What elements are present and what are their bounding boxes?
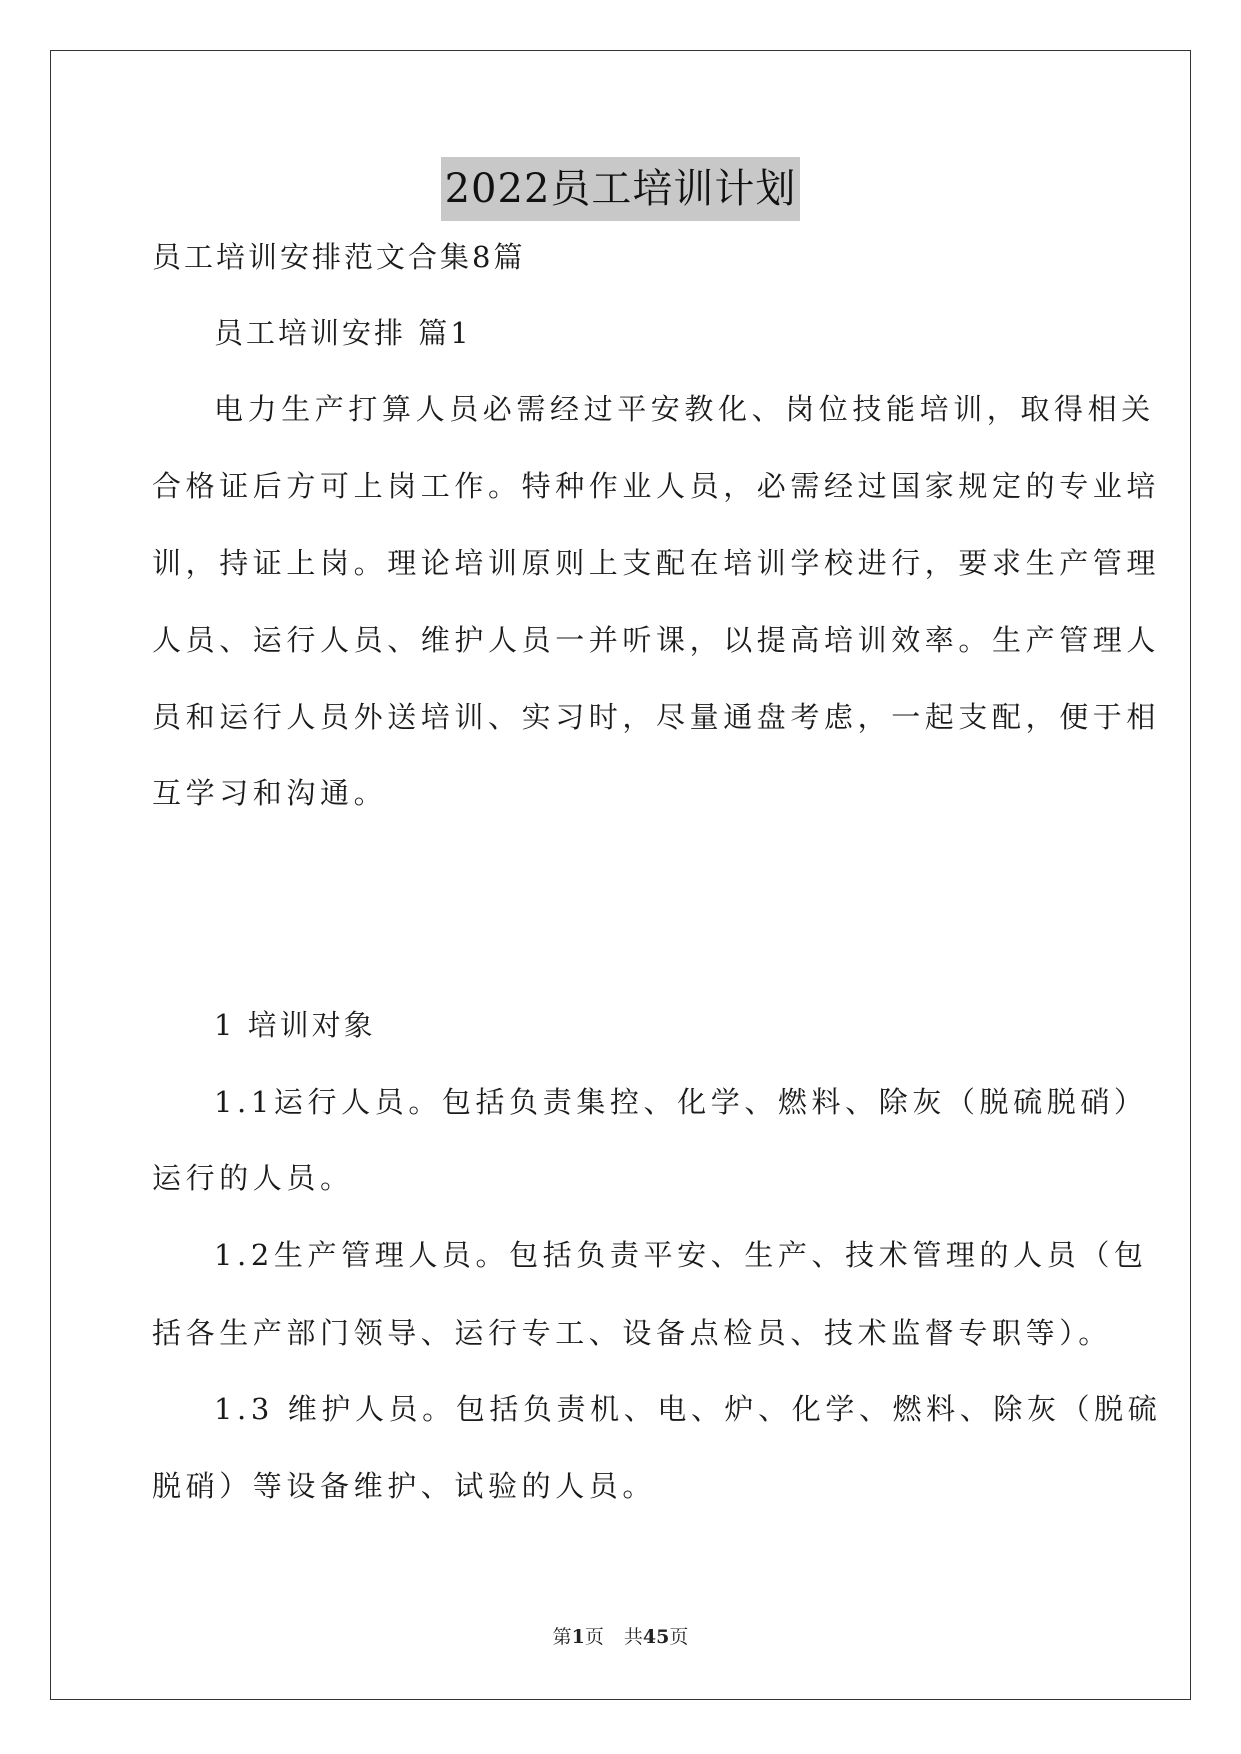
item-line: 1.3 维护人员。包括负责机、电、炉、化学、燃料、除灰（脱硫 — [214, 1392, 1162, 1426]
page-suffix: 页 — [584, 1626, 604, 1648]
paragraph-line: 训，持证上岗。理论培训原则上支配在培训学校进行，要求生产管理 — [152, 546, 1161, 580]
paragraph-line: 电力生产打算人员必需经过平安教化、岗位技能培训，取得相关 — [214, 392, 1155, 426]
page-border — [50, 50, 1191, 1700]
item-line: 1.1运行人员。包括负责集控、化学、燃料、除灰（脱硫脱硝） — [214, 1085, 1148, 1119]
page-footer — [0, 1624, 1241, 1650]
item-heading: 1 培训对象 — [214, 1008, 376, 1042]
document-subtitle: 员工培训安排范文合集8篇 — [152, 240, 526, 274]
document-title: 2022员工培训计划 — [441, 157, 801, 221]
item-line: 脱硝）等设备维护、试验的人员。 — [152, 1469, 657, 1503]
title-container — [0, 157, 1241, 221]
item-line: 运行的人员。 — [152, 1161, 354, 1195]
total-pages: 45 — [642, 1626, 670, 1648]
page-number: 1 — [571, 1626, 585, 1648]
page-prefix: 第 — [552, 1626, 572, 1648]
paragraph-line: 互学习和沟通。 — [152, 776, 388, 810]
paragraph-line: 员和运行人员外送培训、实习时，尽量通盘考虑，一起支配，便于相 — [152, 700, 1161, 734]
item-line: 1.2生产管理人员。包括负责平安、生产、技术管理的人员（包 — [214, 1238, 1148, 1272]
paragraph-line: 合格证后方可上岗工作。特种作业人员，必需经过国家规定的专业培 — [152, 469, 1161, 503]
paragraph-line: 人员、运行人员、维护人员一并听课，以提高培训效率。生产管理人 — [152, 623, 1161, 657]
section-heading: 员工培训安排 篇1 — [214, 316, 472, 350]
item-line: 括各生产部门领导、运行专工、设备点检员、技术监督专职等）。 — [152, 1316, 1112, 1350]
total-prefix: 共 — [623, 1626, 643, 1648]
total-suffix: 页 — [669, 1626, 689, 1648]
